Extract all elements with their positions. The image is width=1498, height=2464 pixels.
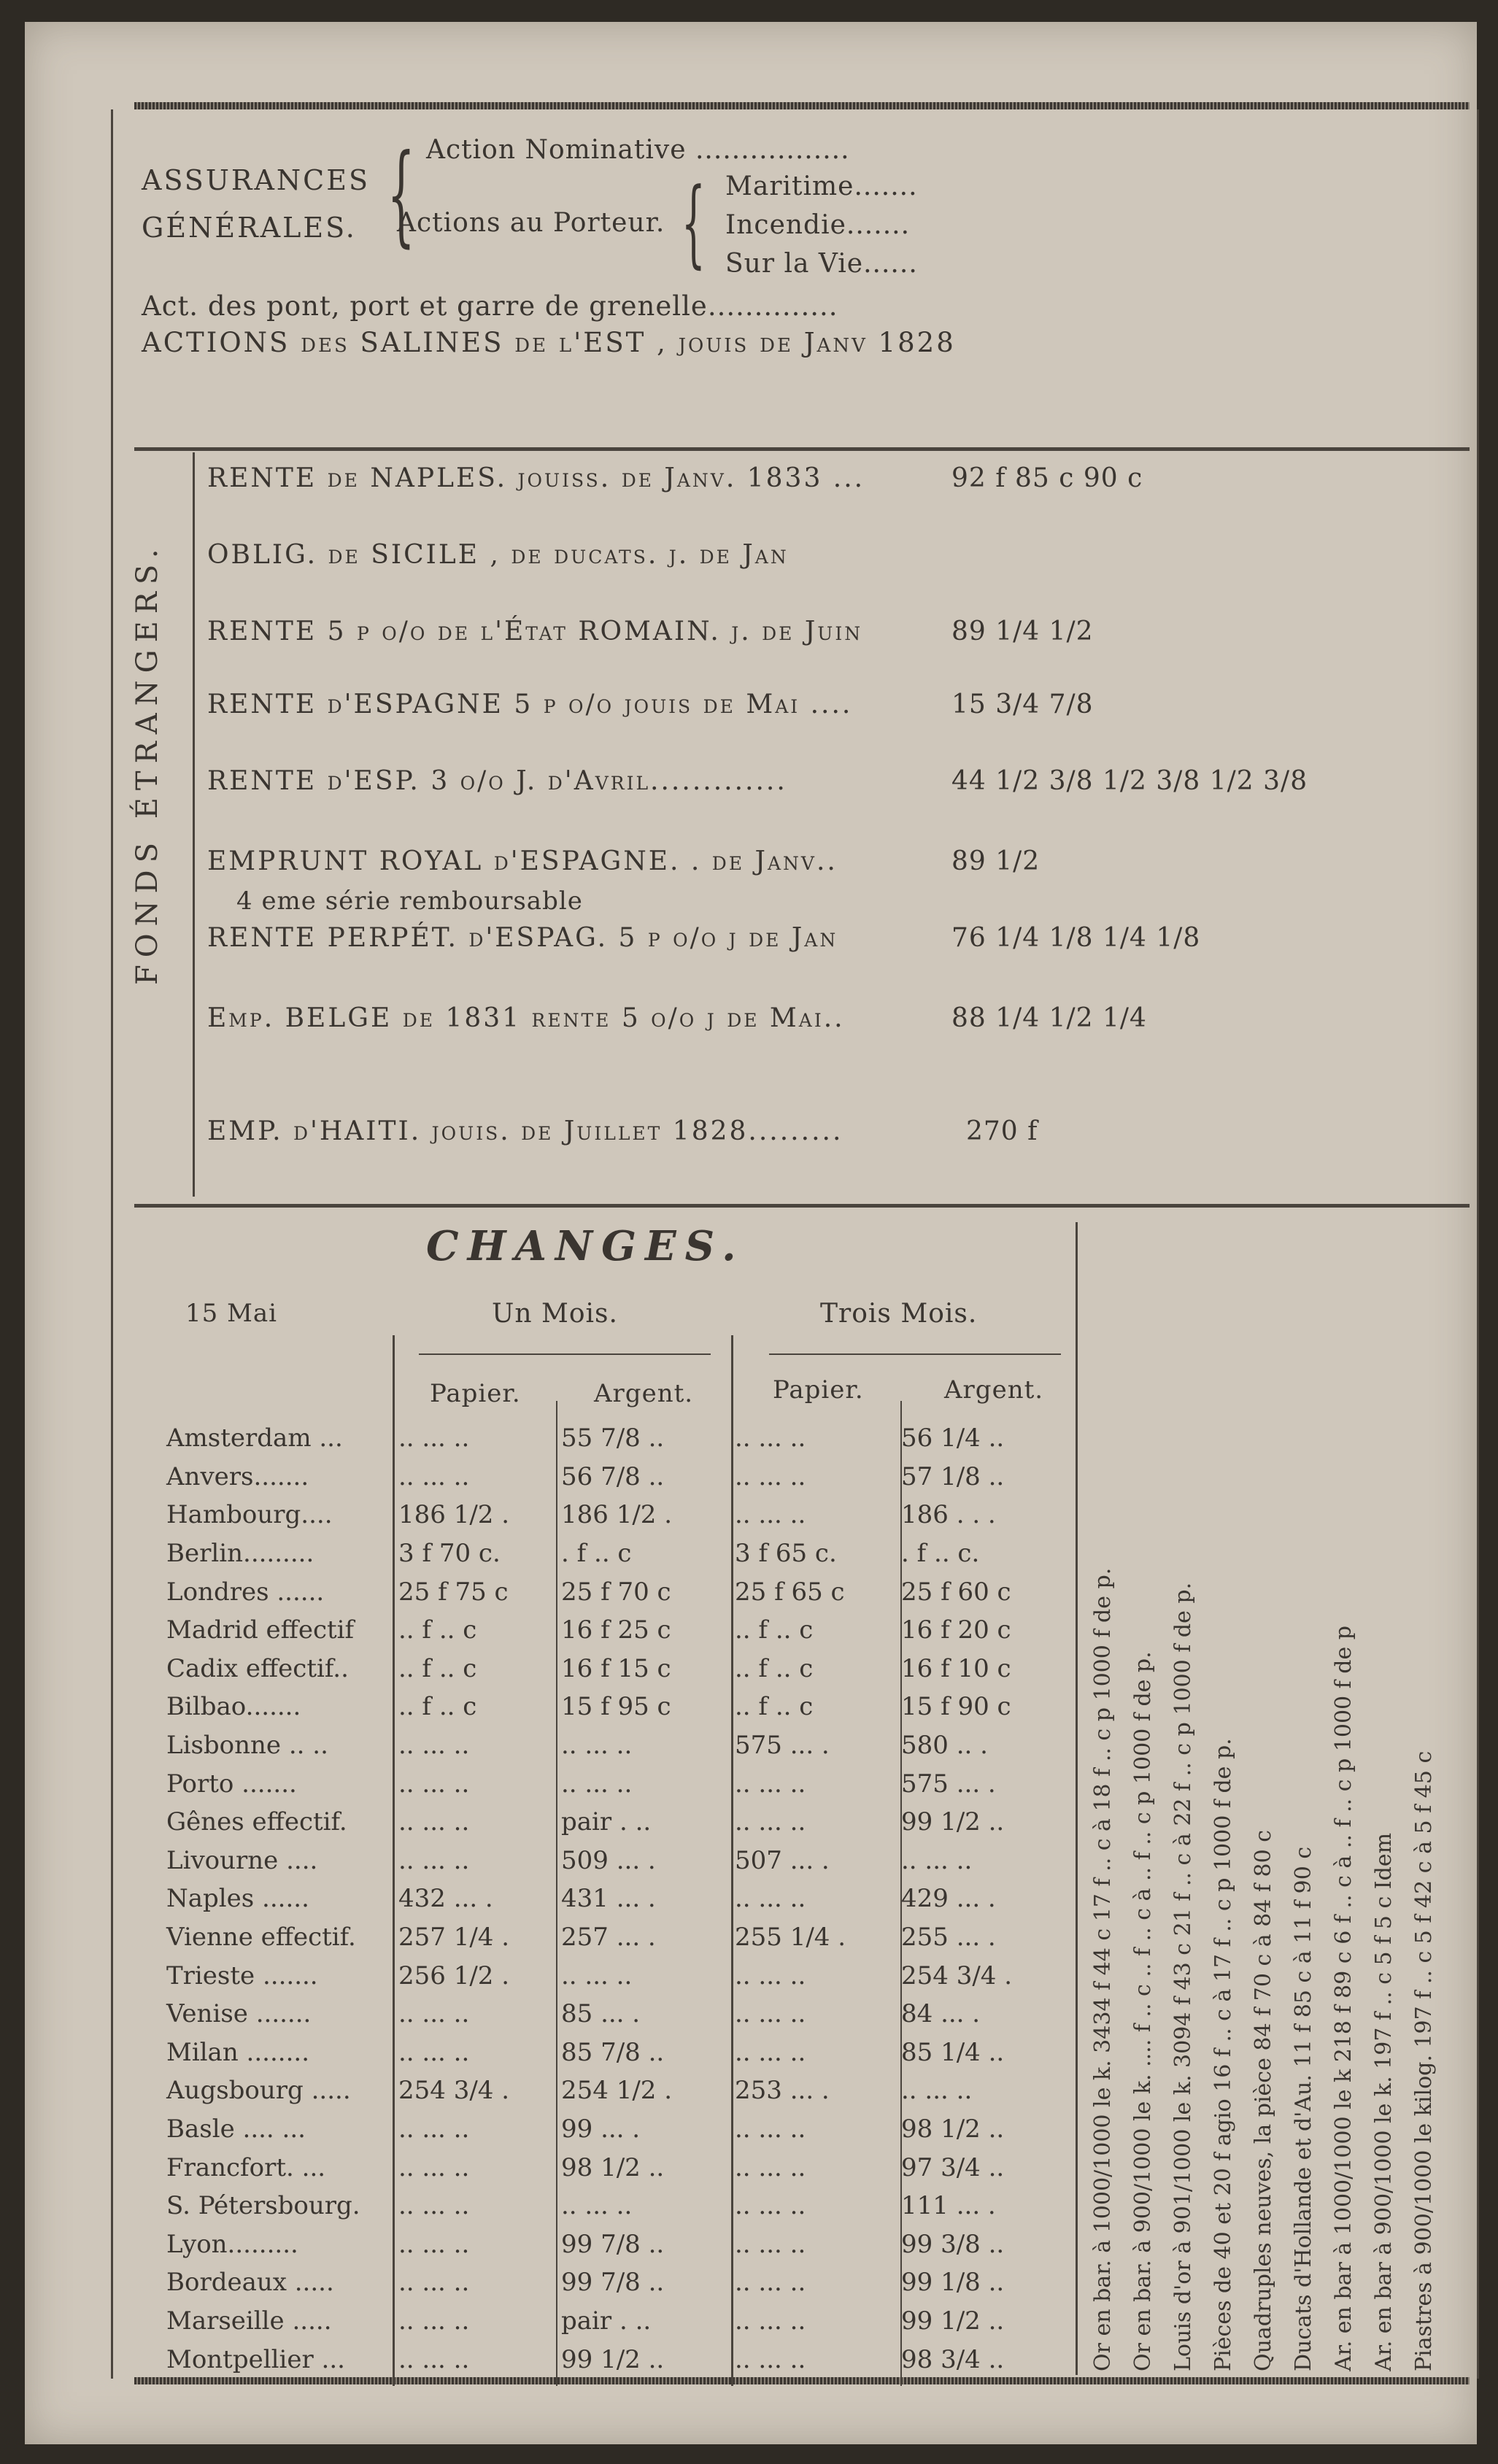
city-cell: Montpellier ... [166,2344,345,2374]
rate-cell: 575 ... . [735,1731,830,1761]
rate-cell: 15 f 95 c [561,1692,671,1722]
table-row [163,1956,1072,1995]
section-rule [134,447,1470,451]
argent-header: Argent. [594,1379,694,1408]
metal-quote: Or en bar. à 900/1000 le k. .... f .. c .. f .. c à .. f .. c p 1000 f de p. [1130,1651,1156,2371]
rate-cell: 98 1/2 .. [561,2152,665,2182]
rate-cell: 57 1/8 .. [901,1461,1005,1491]
rate-cell: 256 1/2 . [398,1961,510,1990]
actions-porteur: Actions au Porteur. [397,208,665,238]
rate-cell: 254 3/4 . [901,1961,1013,1990]
city-cell: Anvers....... [166,1461,309,1491]
rate-cell: pair . .. [561,2306,652,2336]
rate-cell: .. ... .. [735,1807,806,1837]
brace: { [387,131,415,258]
rate-cell: 111 ... . [901,2191,996,2221]
rate-cell: 99 1/2 .. [561,2344,665,2374]
rate-cell: .. ... .. [561,1961,633,1990]
table-frame [131,95,1477,2415]
table-row [163,1650,1072,1688]
rate-cell: 99 3/8 .. [901,2229,1005,2259]
rate-cell: 254 1/2 . [561,2076,673,2106]
right-border [1477,109,1479,2379]
rate-cell: .. ... .. [398,1461,470,1491]
fonds-row-label: EMP. d'HAITI. jouis. de Juillet 1828......... [207,1116,843,1146]
top-rule [134,102,1470,109]
fonds-row-value: 89 1/4 1/2 [951,617,1094,646]
table-row [163,2340,1072,2379]
rate-cell: 3 f 65 c. [735,1539,837,1569]
assurances-label-1: ASSURANCES [142,164,371,196]
city-cell: Augsbourg ..... [166,2076,351,2106]
metal-quote: Ar. en bar à 900/1000 le k. 197 f .. c 5 f 5 c Idem [1371,1832,1397,2371]
city-cell: Livourne .... [166,1845,318,1875]
column-separator [1076,1222,1078,2375]
table-row [163,2071,1072,2110]
sur-la-vie: Sur la Vie...... [725,249,918,279]
metal-quote: Ar. en bar à 1000/1000 le k 218 f 89 c 6 f .. c à .. f .. c p 1000 f de p [1331,1626,1356,2371]
rate-cell: .. ... .. [398,2191,470,2221]
city-cell: Naples ...... [166,1884,309,1914]
city-cell: Berlin......... [166,1539,314,1569]
city-cell: Cadix effectif.. [166,1653,349,1683]
table-row [163,1726,1072,1765]
rate-cell: . f .. c [561,1539,632,1569]
changes-title: CHANGES. [426,1222,745,1270]
rate-cell: .. ... .. [398,2229,470,2259]
table-row [163,2110,1072,2149]
table-row [163,2225,1072,2263]
metal-quote: Pièces de 40 et 20 f agio 16 f .. c à 17 f .. c p 1000 f de p. [1211,1738,1236,2371]
fonds-row-value: 88 1/4 1/2 1/4 [951,1003,1147,1033]
rate-cell: 97 3/4 .. [901,2152,1005,2182]
rate-cell: 25 f 70 c [561,1577,671,1607]
fonds-row-value: 76 1/4 1/8 1/4 1/8 [951,923,1201,953]
rate-cell: .. ... .. [398,1424,470,1453]
rate-cell: 99 1/2 .. [901,1807,1005,1837]
rate-cell: 16 f 20 c [901,1615,1011,1645]
table-row [163,1764,1072,1803]
rate-cell: .. ... .. [398,1731,470,1761]
rate-cell: 253 ... . [735,2076,830,2106]
brace: { [681,167,706,278]
action-nominative: Action Nominative ................. [426,135,850,165]
changes-table [163,1419,1072,2379]
rate-cell: .. ... .. [398,1999,470,2029]
rate-cell: 575 ... . [901,1769,996,1799]
rate-cell: 254 3/4 . [398,2076,510,2106]
rate-cell: .. ... .. [735,1769,806,1799]
table-row [163,1572,1072,1611]
rate-cell: .. ... .. [561,1731,633,1761]
rate-cell: .. f .. c [398,1615,477,1645]
table-row [163,2187,1072,2225]
rate-cell: .. f .. c [398,1653,477,1683]
rate-cell: 431 ... . [561,1884,656,1914]
table-row [163,2302,1072,2341]
maritime: Maritime....... [725,171,918,201]
rate-cell: .. f .. c [398,1692,477,1722]
fonds-row-value: 270 f [966,1116,1038,1146]
rate-cell: .. ... .. [735,1424,806,1453]
city-cell: Milan ........ [166,2037,309,2067]
fonds-divider [193,452,195,1197]
table-row [163,1803,1072,1842]
fonds-row-label: RENTE d'ESP. 3 o/o J. d'Avril............. [207,766,787,796]
rate-cell: 99 ... . [561,2114,641,2144]
rate-cell: .. ... .. [735,2114,806,2144]
rate-cell: 99 1/8 .. [901,2268,1005,2298]
rate-cell: 25 f 60 c [901,1577,1011,1607]
rate-cell: 186 1/2 . [561,1500,673,1530]
un-mois-label: Un Mois. [492,1299,618,1329]
rate-cell: 257 1/4 . [398,1923,510,1953]
table-row [163,2263,1072,2302]
metal-quote: Ducats d'Hollande et d'Au. 11 f 85 c à 11 f 90 c [1291,1846,1316,2371]
ledger-page [25,22,1477,2444]
table-row [163,2148,1072,2187]
rate-cell: .. ... .. [735,2344,806,2374]
rate-cell: 25 f 65 c [735,1577,845,1607]
table-row [163,1534,1072,1573]
fonds-row-label: RENTE PERPÉT. d'ESPAG. 5 p o/o j de Jan [207,923,838,953]
city-cell: Francfort. ... [166,2152,326,2182]
rate-cell: .. ... .. [735,1999,806,2029]
rate-cell: .. ... .. [901,2076,973,2106]
fonds-row-sublabel: 4 eme série remboursable [236,887,583,916]
rate-cell: .. ... .. [561,2191,633,2221]
city-cell: Venise ....... [166,1999,312,2029]
metal-quote: Piastres à 900/1000 le kilog. 197 f .. c 5 f 42 c à 5 f 45 c [1411,1750,1437,2371]
city-cell: Amsterdam ... [166,1424,343,1453]
table-row [163,1496,1072,1534]
table-row [163,1918,1072,1957]
rate-cell: 16 f 25 c [561,1615,671,1645]
fonds-row-value: 89 1/2 [951,846,1041,876]
fonds-row-label: Emp. BELGE de 1831 rente 5 o/o j de Mai.. [207,1003,845,1033]
city-cell: Trieste ....... [166,1961,318,1990]
city-cell: Londres ...... [166,1577,325,1607]
rate-cell: .. ... .. [561,1769,633,1799]
un-mois-rule [419,1353,711,1355]
argent-header: Argent. [944,1375,1044,1405]
trois-mois-rule [769,1353,1061,1355]
rate-cell: .. ... .. [398,2306,470,2336]
rate-cell: 98 1/2 .. [901,2114,1005,2144]
rate-cell: 25 f 75 c [398,1577,509,1607]
rate-cell: 56 7/8 .. [561,1461,665,1491]
rate-cell: 84 ... . [901,1999,981,2029]
papier-header: Papier. [773,1375,864,1405]
rate-cell: 85 1/4 .. [901,2037,1005,2067]
rate-cell: 255 1/4 . [735,1923,846,1953]
incendie: Incendie....... [725,210,911,240]
metal-quote: Or en bar. à 1000/1000 le k. 3434 f 44 c 17 f .. c à 18 f .. c p 1000 f de p. [1090,1567,1116,2371]
fonds-row-value: 44 1/2 3/8 1/2 3/8 1/2 3/8 [951,766,1308,796]
rate-cell: .. ... .. [735,1884,806,1914]
rate-cell: 99 7/8 .. [561,2268,665,2298]
rate-cell: .. ... .. [398,2344,470,2374]
rate-cell: 432 ... . [398,1884,493,1914]
table-row [163,1995,1072,2034]
rate-cell: 55 7/8 .. [561,1424,665,1453]
rate-cell: 509 ... . [561,1845,656,1875]
assurances-label-2: GÉNÉRALES. [142,212,357,244]
fonds-etrangers-label: FONDS ÉTRANGERS. [131,541,164,985]
city-cell: Porto ....... [166,1769,297,1799]
rate-cell: 15 f 90 c [901,1692,1011,1722]
fonds-row-value: 92 f 85 c 90 c [951,463,1143,493]
rate-cell: 186 . . . [901,1500,996,1530]
city-cell: Vienne effectif. [166,1923,356,1953]
left-border [111,109,113,2379]
rate-cell: 16 f 15 c [561,1653,671,1683]
table-row [163,1688,1072,1726]
rate-cell: .. f .. c [735,1615,814,1645]
rate-cell: 99 1/2 .. [901,2306,1005,2336]
rate-cell: .. ... .. [735,1961,806,1990]
city-cell: Madrid effectif [166,1615,355,1645]
city-cell: Lyon......... [166,2229,298,2259]
rate-cell: .. ... .. [398,2152,470,2182]
table-row [163,1880,1072,1918]
rate-cell: .. ... .. [735,2037,806,2067]
rate-cell: .. f .. c [735,1692,814,1722]
rate-cell: .. ... .. [735,2229,806,2259]
rate-cell: 255 ... . [901,1923,996,1953]
fonds-row-label: OBLIG. de SICILE , de ducats. j. de Jan [207,540,789,570]
rate-cell: .. ... .. [398,1845,470,1875]
table-row [163,1611,1072,1650]
rate-cell: . f .. c. [901,1539,980,1569]
city-cell: Bordeaux ..... [166,2268,334,2298]
table-row [163,1419,1072,1458]
rate-cell: .. ... .. [735,2191,806,2221]
rate-cell: .. ... .. [735,1500,806,1530]
rate-cell: .. ... .. [735,1461,806,1491]
metal-quote: Quadruples neuves, la pièce 84 f 70 c à 84 f 80 c [1251,1829,1276,2371]
rate-cell: .. ... .. [735,2152,806,2182]
rate-cell: 257 ... . [561,1923,656,1953]
rate-cell: 99 7/8 .. [561,2229,665,2259]
act-pont: Act. des pont, port et garre de grenelle.............. [142,290,838,322]
rate-cell: 85 7/8 .. [561,2037,665,2067]
rate-cell: 580 .. . [901,1731,988,1761]
metal-quote: Louis d'or à 901/1000 le k. 3094 f 43 c 21 f .. c à 22 f .. c p 1000 f de p. [1170,1582,1196,2371]
city-cell: Marseille ..... [166,2306,332,2336]
city-cell: S. Pétersbourg. [166,2191,360,2221]
rate-cell: .. ... .. [398,1807,470,1837]
city-cell: Lisbonne .. .. [166,1731,328,1761]
rate-cell: 98 3/4 .. [901,2344,1005,2374]
rate-cell: 186 1/2 . [398,1500,510,1530]
city-cell: Basle .... ... [166,2114,306,2144]
rate-cell: .. ... .. [398,2268,470,2298]
rate-cell: pair . .. [561,1807,652,1837]
rate-cell: .. ... .. [398,1769,470,1799]
city-cell: Gênes effectif. [166,1807,347,1837]
city-cell: Hambourg.... [166,1500,333,1530]
table-row [163,1458,1072,1496]
rate-cell: .. ... .. [398,2114,470,2144]
fonds-row-label: RENTE de NAPLES. jouiss. de Janv. 1833 ... [207,463,865,493]
rate-cell: .. ... .. [735,2306,806,2336]
rate-cell: .. ... .. [735,2268,806,2298]
rate-cell: .. f .. c [735,1653,814,1683]
rate-cell: 3 f 70 c. [398,1539,501,1569]
changes-date: 15 Mai [185,1299,278,1328]
section-rule [134,1204,1470,1208]
papier-header: Papier. [430,1379,521,1408]
rate-cell: 16 f 10 c [901,1653,1011,1683]
trois-mois-label: Trois Mois. [820,1299,978,1329]
fonds-row-label: RENTE d'ESPAGNE 5 p o/o jouis de Mai .... [207,690,853,719]
fonds-row-label: EMPRUNT ROYAL d'ESPAGNE. . de Janv.. [207,846,838,876]
rate-cell: .. ... .. [398,2037,470,2067]
rate-cell: 85 ... . [561,1999,641,2029]
table-row [163,1842,1072,1880]
rate-cell: 507 ... . [735,1845,830,1875]
fonds-row-value: 15 3/4 7/8 [951,690,1094,719]
city-cell: Bilbao....... [166,1692,301,1722]
table-row [163,2034,1072,2072]
rate-cell: 56 1/4 .. [901,1424,1005,1453]
rate-cell: .. ... .. [901,1845,973,1875]
actions-salines: ACTIONS des SALINES de l'EST , jouis de Janv 1828 [142,327,956,358]
rate-cell: 429 ... . [901,1884,996,1914]
fonds-row-label: RENTE 5 p o/o de l'État ROMAIN. j. de Juin [207,617,863,646]
